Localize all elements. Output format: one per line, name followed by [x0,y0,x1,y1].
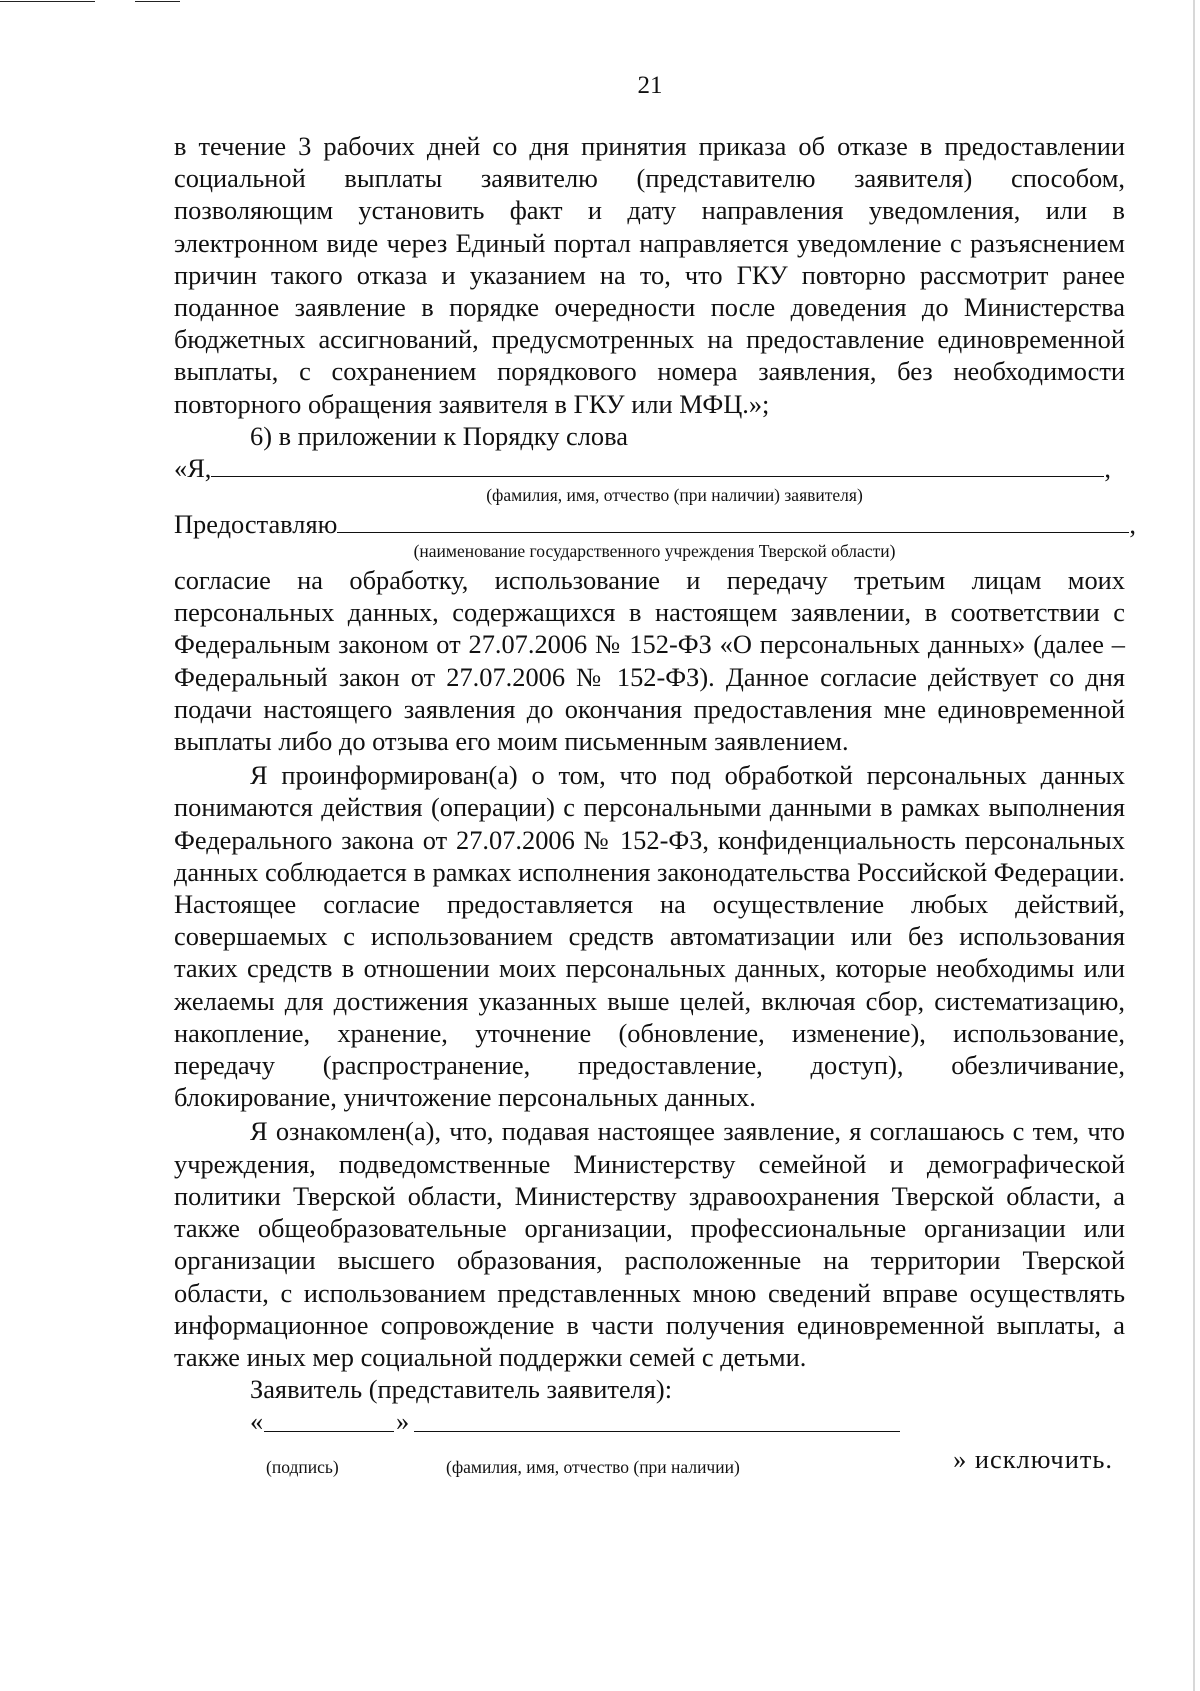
item-6: 6) в приложении к Порядку слова [250,420,628,451]
form-i-prefix: «Я, [174,453,212,484]
paragraph-acknowledged: Я ознакомлен(а), что, подавая настоящее заявление, я соглашаюсь с тем, что учреждения, подведомственные Министерству семейной и демографической политики Тверской области, Министерству здравоохранения Тверской области, а также общеобразовательные организации, профессиональные организации или организации высшего образования, расположенные на территории Тверской области, с использованием представленных мною сведений вправе осуществлять информационное сопровождение в части получения единовременной выплаты, а также иных мер социальной поддержки семей с детьми. [174,1116,1125,1372]
caption-applicant-fio: (фамилия, имя, отчество (при наличии) заявителя) [486,485,863,506]
document-body [174,130,1136,1483]
fio-signature-blank [414,1409,900,1432]
caption-signature: (подпись) [266,1457,339,1478]
page-number: 21 [637,72,663,99]
institution-blank [337,532,1129,533]
signature-blank [264,1409,394,1432]
form-provide-label: Предоставляю [174,509,338,540]
scan-artifact-top [0,0,1200,4]
form-comma: , [1104,453,1112,484]
applicant-label: Заявитель (представитель заявителя): [250,1374,673,1405]
scan-artifact-edge [1193,0,1195,1691]
form-comma-2: , [1129,509,1136,540]
paragraph-refusal-notice: в течение 3 рабочих дней со дня принятия приказа об отказе в предоставлении социальной выплаты заявителю (представителю заявителя) способом, позволяющим установить факт и дату направления уведомления, или в электронном виде через Единый портал направляется уведомление с разъяснением причин такого отказа и указанием на то, что ГКУ повторно рассмотрит ранее поданное заявление в порядке очередности после доведения до Министерства бюджетных ассигнований, предусмотренных на предоставление единовременной выплаты, с сохранением порядкового номера заявления, без необходимости повторного обращения заявителя в ГКУ или МФЦ.»; [174,131,1125,419]
fio-blank [211,476,1104,477]
form-institution-line [174,508,1136,540]
exclude-text: » исключить. [953,1444,1113,1475]
sig-close-quote: » [396,1406,410,1437]
caption-institution: (наименование государственного учреждения Тверской области) [413,541,896,562]
form-fio-line [174,452,1125,484]
signature-line [174,1405,1125,1443]
signature-captions [174,1443,1125,1483]
caption-signature-fio: (фамилия, имя, отчество (при наличии) [446,1457,740,1478]
sig-open-quote: « [250,1406,264,1437]
paragraph-informed: Я проинформирован(а) о том, что под обработкой персональных данных понимаются действия (операции) с персональными данными в рамках выполнения Федерального закона от 27.07.2006 № 152-ФЗ, конфиденциальность персональных данных соблюдается в рамках исполнения законодательства Российской Федерации. Настоящее согласие предоставляется на осуществление любых действий, совершаемых с использованием средств автоматизации или без использования таких средств в отношении моих персональных данных, которые необходимы или желаемы для достижения указанных выше целей, включая сбор, систематизацию, накопление, хранение, уточнение (обновление, изменение), использование, передачу (распространение, предоставление, доступ), обезличивание, блокирование, уничтожение персональных данных. [174,760,1125,1113]
paragraph-consent: согласие на обработку, использование и передачу третьим лицам моих персональных данных, содержащихся в настоящем заявлении, в соответствии с Федеральным законом от 27.07.2006 № 152-ФЗ «О персональных данных» (далее – Федеральный закон от 27.07.2006 № 152-ФЗ). Данное согласие действует со дня подачи настоящего заявления до окончания предоставления мне единовременной выплаты либо до отзыва его моим письменным заявлением. [174,565,1125,757]
